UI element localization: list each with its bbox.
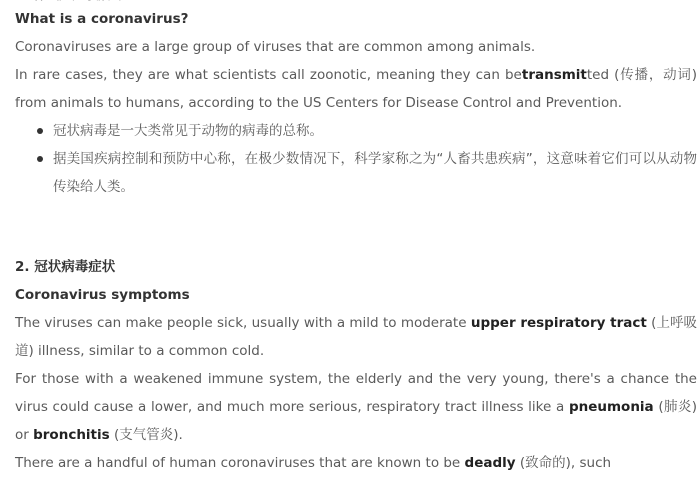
section2-heading-en: Coronavirus symptoms	[15, 287, 190, 303]
section2-p1-post: (上呼吸道) illness, similar to a common cold.	[15, 315, 697, 359]
section2-paragraph-2	[15, 365, 697, 449]
section2-paragraph-3	[15, 449, 697, 477]
section1-bullet-list	[15, 117, 697, 201]
section2-p2-mid: (肺炎) or	[15, 399, 698, 443]
section2-heading-cn: 2. 冠状病毒症状	[15, 259, 116, 275]
list-item: 冠状病毒是一大类常见于动物的病毒的总称。	[37, 117, 697, 145]
term-bronchitis: bronchitis	[33, 427, 110, 443]
cut-off-heading-text	[15, 0, 138, 1]
list-item: 据美国疾病控制和预防中心称，在极少数情况下，科学家称之为“人畜共患疾病”，这意味着它们可以从动物传染给人类。	[37, 145, 697, 201]
section1-paragraph-2	[15, 61, 697, 117]
section2-p2-post: (支气管炎).	[109, 427, 183, 443]
section1-p2-pre: In rare cases, they are what scientists call zoonotic, meaning they can be	[15, 67, 522, 83]
term-transmit: transmit	[521, 67, 587, 83]
section1-paragraph-1: Coronaviruses are a large group of viruses that are common among animals.	[15, 39, 536, 55]
cut-off-heading	[15, 0, 697, 1]
section2-p2-pre: For those with a weakened immune system, the elderly and the very young, there's a chance the virus could cause a lower, and much more serious, respiratory tract illness like a	[15, 371, 697, 415]
section2-p3-pre: There are a handful of human coronaviruses that are known to be	[15, 455, 465, 471]
term-deadly: deadly	[464, 455, 516, 471]
section1-p2-mid: ted (传播，动词) from animals to humans, according to the US Centers for Disease Control and Prevention.	[15, 67, 697, 111]
article-body	[15, 0, 697, 477]
section-spacer	[15, 201, 697, 253]
term-pneumonia: pneumonia	[568, 399, 654, 415]
section2-p1-pre: The viruses can make people sick, usually with a mild to moderate	[15, 315, 471, 331]
section2-p3-post: (致命的), such	[515, 455, 612, 471]
term-upper-respiratory-tract: upper respiratory tract	[470, 315, 647, 331]
section2-paragraph-1	[15, 309, 697, 365]
section1-heading: What is a coronavirus?	[15, 11, 189, 27]
